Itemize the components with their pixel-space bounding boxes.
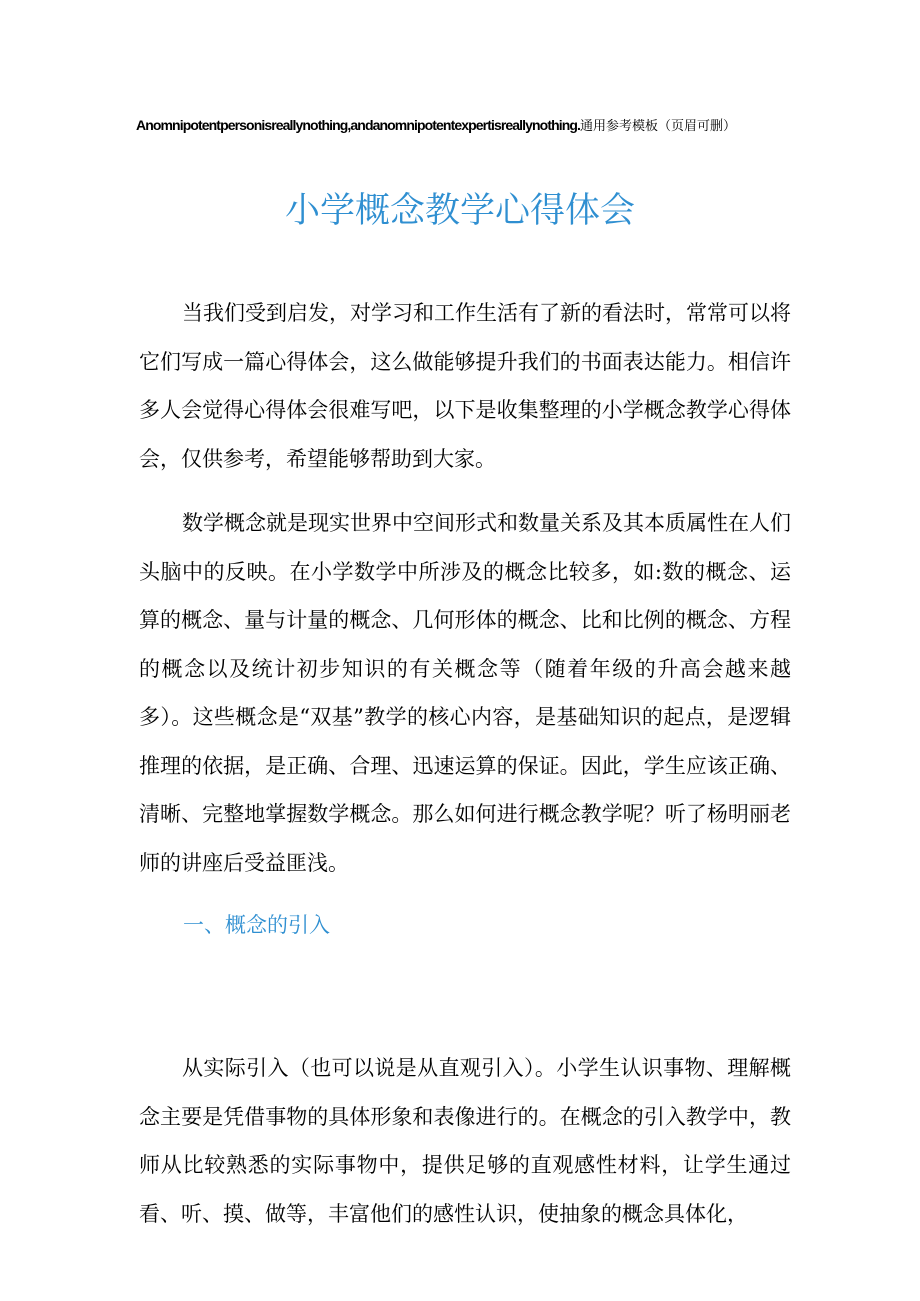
intro-paragraph: 当我们受到启发，对学习和工作生活有了新的看法时，常常可以将它们写成一篇心得体会，这么做能够提升我们的书面表达能力。相信许多人会觉得心得体会很难写吧，以下是收集整理的小学概念教学心得体会，仅供参考，希望能够帮助到大家。 xyxy=(139,301,791,471)
section-heading: 一、概念的引入 xyxy=(183,913,330,937)
document-title: 小学概念教学心得体会 xyxy=(284,191,635,231)
concept-paragraph: 数学概念就是现实世界中空间形式和数量关系及其本质属性在人们头脑中的反映。在小学数学中所涉及的概念比较多，如:数的概念、运算的概念、量与计量的概念、几何形体的概念、比和比例的概念、方程的概念以及统计初步知识的有关概念等（随着年级的升高会越来越多）。这些概念是“双基”教学的核心内容，是基础知识的起点，是逻辑推理的依据，是正确、合理、迅速运算的保证。因此，学生应该正确、清晰、完整地掌握数学概念。那么如何进行概念教学呢？听了杨明丽老师的讲座后受益匪浅。 xyxy=(139,511,791,875)
page-header xyxy=(136,115,786,137)
header-english-text: Anomnipotentpersonisreallynothing,andanomnipotentexpertisreallynothing. xyxy=(136,117,581,133)
header-chinese-text: 通用参考模板（页眉可删） xyxy=(580,119,737,134)
section-paragraph: 从实际引入（也可以说是从直观引入）。小学生认识事物、理解概念主要是凭借事物的具体形象和表像进行的。在概念的引入教学中，教师从比较熟悉的实际事物中，提供足够的直观感性材料，让学生通过看、听、摸、做等，丰富他们的感性认识，使抽象的概念具体化， xyxy=(139,1056,791,1226)
